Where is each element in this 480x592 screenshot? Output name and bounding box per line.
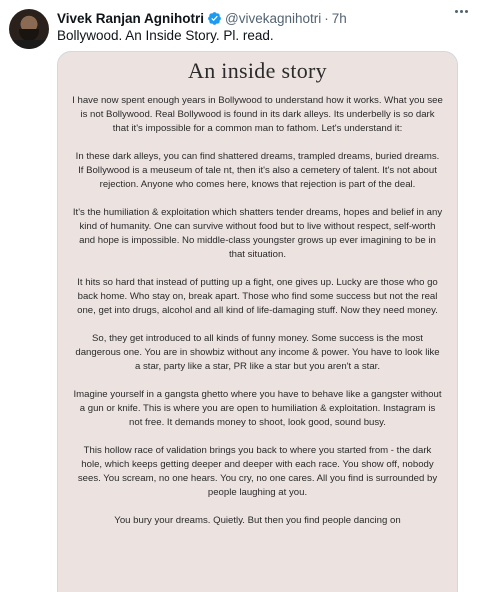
document-paragraph: This hollow race of validation brings you back to where you started from - the dark hole, which keeps getting deeper and deeper with each race. You show off, nobody sees. You scream, no one hears. You cry, no one cares. All you find is surrounded by people laughing at you. xyxy=(77,445,438,498)
document-title: An inside story xyxy=(188,58,327,83)
author-name[interactable]: Vivek Ranjan Agnihotri xyxy=(57,10,205,26)
header-separator: · xyxy=(324,10,329,26)
document-paragraph: You bury your dreams. Quietly. But then you find people dancing on xyxy=(114,515,401,526)
tweet-image[interactable] xyxy=(57,51,458,592)
more-dot xyxy=(455,10,458,13)
document-paragraph: I have now spent enough years in Bollywood to understand how it works. What you see is not Bollywood. Real Bollywood is found in its dark alleys. Its underbelly is so dark that it's impossible for a common man to fathom. Let's understand it: xyxy=(72,95,443,134)
author-handle[interactable]: @vivekagnihotri xyxy=(225,10,322,26)
tweet-text: Bollywood. An Inside Story. Pl. read. xyxy=(57,28,274,43)
verified-badge-icon xyxy=(207,11,222,26)
tweet-timestamp[interactable]: 7h xyxy=(331,10,347,26)
tweet-header xyxy=(57,9,347,27)
more-dot xyxy=(465,10,468,13)
document-paragraph: So, they get introduced to all kinds of funny money. Some success is the most dangerous one. You are in showbiz without any income & power. You have to look like a star, party like a star, PR like a star but you aren't a star. xyxy=(75,333,440,372)
avatar-shirt xyxy=(9,40,49,49)
more-dot xyxy=(460,10,463,13)
document-paragraph: It's the humiliation & exploitation which shatters tender dreams, hopes and belief in any kind of humanity. One can survive without food but to live without respect, self-worth and hope is impossible. No middle-class youngster grows up ever imagining to be in that situation. xyxy=(72,207,443,260)
document-paragraph: In these dark alleys, you can find shattered dreams, trampled dreams, buried dreams. If Bollywood is a meuseum of tale nt, then it's also a cemetery of talent. It's not about rejection. Anyone who comes here, knows that rejection is part of the deal. xyxy=(75,151,440,190)
document-paragraph: Imagine yourself in a gangsta ghetto where you have to behave like a gangster without a gun or knife. This is where you are open to humiliation & exploitation. Instagram is not free. It demands money to shoot, look good, sound busy. xyxy=(73,389,442,428)
document-paragraph: It hits so hard that instead of putting up a fight, one gives up. Lucky are those who go back home. Who stay on, break apart. Those who find some success but not the real one, get into drugs, alcohol and all kind of life-damaging stuff. Now they need money. xyxy=(77,277,438,316)
document-body xyxy=(72,94,443,542)
more-options-icon[interactable] xyxy=(455,10,468,13)
author-avatar[interactable] xyxy=(9,9,49,49)
